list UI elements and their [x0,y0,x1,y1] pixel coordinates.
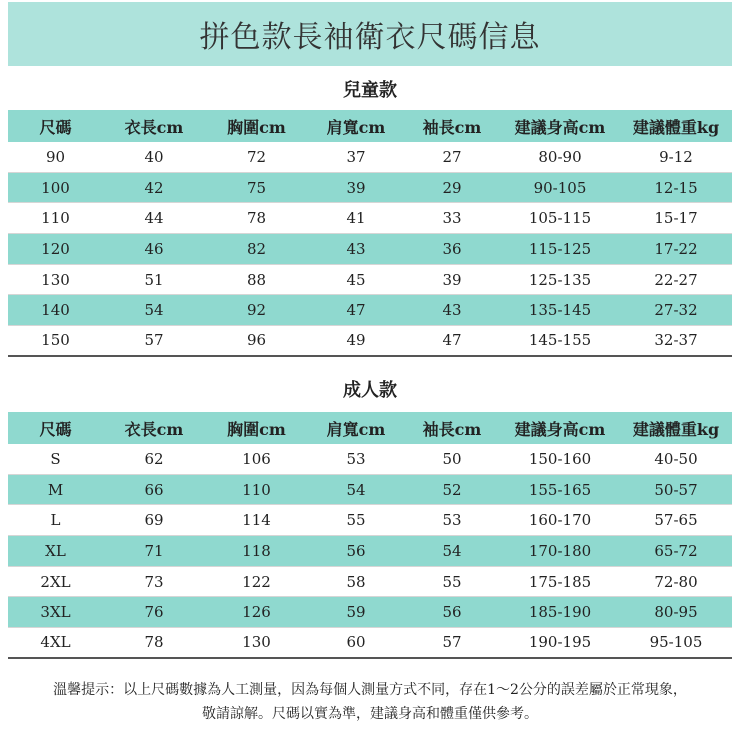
table-cell: 82 [246,239,267,258]
table-cell: 29 [442,178,462,197]
adult-size-table [8,412,732,659]
table-cell: 100 [41,178,70,197]
table-cell: 71 [144,541,164,560]
table-cell: 190-195 [528,633,592,652]
table-row [8,444,732,475]
table-cell: 15-17 [654,209,698,228]
table-cell: 2XL [40,572,71,591]
table-cell: 60 [346,633,366,652]
table-cell: 110 [41,209,70,228]
table-cell: 17-22 [654,239,698,258]
table-cell: 126 [242,603,271,622]
table-cell: 57 [442,633,462,652]
table-cell: 40-50 [654,449,698,468]
table-cell: 150-160 [528,449,592,468]
table-cell: 125-135 [528,270,592,289]
table-cell: 52 [442,480,462,499]
table-header-row [8,412,732,444]
title-band [8,2,732,66]
table-row [8,475,732,506]
kids-section-label: 兒童款 [343,80,397,101]
table-cell: 27-32 [654,301,698,320]
table-cell: 160-170 [528,511,592,530]
table-cell: 57-65 [654,511,698,530]
table-cell: 59 [346,603,366,622]
table-row [8,203,732,234]
table-cell: 54 [346,480,366,499]
column-header: 建議體重kg [632,419,720,439]
table-cell: 65-72 [654,541,698,560]
table-cell: 105-115 [528,209,592,228]
table-cell: 54 [442,541,462,560]
table-cell: 170-180 [528,541,592,560]
table-cell: 62 [144,449,164,468]
table-row [8,265,732,296]
table-row [8,567,732,598]
column-header: 尺碼 [39,419,72,439]
table-cell: M [47,480,64,499]
page-title: 拼色款長袖衛衣尺碼信息 [199,20,541,55]
table-cell: 66 [144,480,164,499]
table-cell: 96 [246,331,267,350]
table-cell: 69 [144,511,164,530]
table-cell: 88 [246,270,267,289]
table-row [8,505,732,536]
table-cell: 90 [45,147,66,166]
table-cell: L [50,511,61,530]
table-cell: 80-90 [538,147,582,166]
table-cell: S [50,449,61,468]
table-cell: 44 [144,209,164,228]
table-cell: 4XL [40,633,71,652]
column-header: 袖長cm [422,419,482,439]
table-cell: 122 [242,572,271,591]
column-header: 肩寬cm [326,419,386,439]
table-cell: 106 [242,449,271,468]
table-cell: 9-12 [659,147,693,166]
table-row [8,295,732,326]
table-cell: 47 [442,331,462,350]
table-header-row [8,110,732,142]
table-cell: 114 [242,511,271,530]
table-cell: 50 [442,449,462,468]
table-cell: 46 [144,239,164,258]
column-header: 衣長cm [124,117,184,137]
table-cell: 78 [246,209,267,228]
table-row [8,234,732,265]
note-line-2: 敬請諒解。尺碼以實為準，建議身高和體重僅供參考。 [202,706,538,722]
column-header: 肩寬cm [326,117,386,137]
table-cell: 120 [41,239,70,258]
table-cell: 140 [41,301,70,320]
table-cell: 58 [346,572,366,591]
column-header: 建議體重kg [632,117,720,137]
table-cell: 130 [41,270,70,289]
table-row [8,173,732,204]
table-cell: 72-80 [654,572,698,591]
table-cell: 72 [246,147,267,166]
table-row [8,536,732,567]
table-cell: 92 [246,301,267,320]
table-cell: 80-95 [654,603,698,622]
table-cell: 110 [242,480,271,499]
table-cell: 56 [442,603,462,622]
table-cell: 49 [346,331,366,350]
table-cell: 75 [246,178,267,197]
table-cell: 47 [346,301,366,320]
table-cell: 43 [442,301,462,320]
table-cell: 57 [144,331,164,350]
table-cell: 175-185 [528,572,592,591]
column-header: 建議身高cm [514,117,606,137]
table-cell: 118 [242,541,271,560]
table-cell: 43 [346,239,366,258]
table-cell: 36 [442,239,462,258]
table-cell: 27 [442,147,462,166]
column-header: 胸圍cm [227,117,286,137]
table-cell: 40 [144,147,164,166]
table-cell: 37 [346,147,366,166]
adult-section-label: 成人款 [343,380,397,401]
table-cell: 55 [346,511,366,530]
table-cell: 73 [144,572,164,591]
table-row [8,142,732,173]
size-note [8,678,732,726]
table-row [8,326,732,357]
kids-size-table [8,110,732,357]
table-cell: XL [45,541,66,560]
table-cell: 150 [41,331,70,350]
table-cell: 78 [144,633,164,652]
table-row [8,597,732,628]
table-cell: 135-145 [528,301,592,320]
table-cell: 41 [346,209,366,228]
table-cell: 53 [442,511,462,530]
table-cell: 130 [242,633,271,652]
column-header: 胸圍cm [227,419,286,439]
column-header: 衣長cm [124,419,184,439]
table-cell: 95-105 [649,633,703,652]
table-cell: 90-105 [533,178,587,197]
table-cell: 51 [144,270,164,289]
table-cell: 45 [346,270,366,289]
column-header: 尺碼 [39,117,72,137]
table-cell: 12-15 [654,178,698,197]
table-row [8,628,732,659]
table-cell: 56 [346,541,366,560]
table-cell: 39 [346,178,366,197]
table-cell: 33 [442,209,462,228]
table-cell: 3XL [40,603,71,622]
table-cell: 32-37 [654,331,698,350]
table-cell: 53 [346,449,366,468]
note-line-1: 溫馨提示：以上尺碼數據為人工測量，因為每個人測量方式不同，存在1～2公分的誤差屬於正常現象， [53,682,687,698]
table-cell: 145-155 [528,331,592,350]
table-cell: 76 [144,603,164,622]
table-cell: 55 [442,572,462,591]
column-header: 袖長cm [422,117,482,137]
table-cell: 115-125 [528,239,592,258]
table-cell: 185-190 [528,603,592,622]
column-header: 建議身高cm [514,419,606,439]
table-cell: 22-27 [654,270,698,289]
table-cell: 42 [144,178,164,197]
table-cell: 155-165 [528,480,592,499]
table-cell: 50-57 [654,480,698,499]
table-cell: 54 [144,301,164,320]
table-cell: 39 [442,270,462,289]
